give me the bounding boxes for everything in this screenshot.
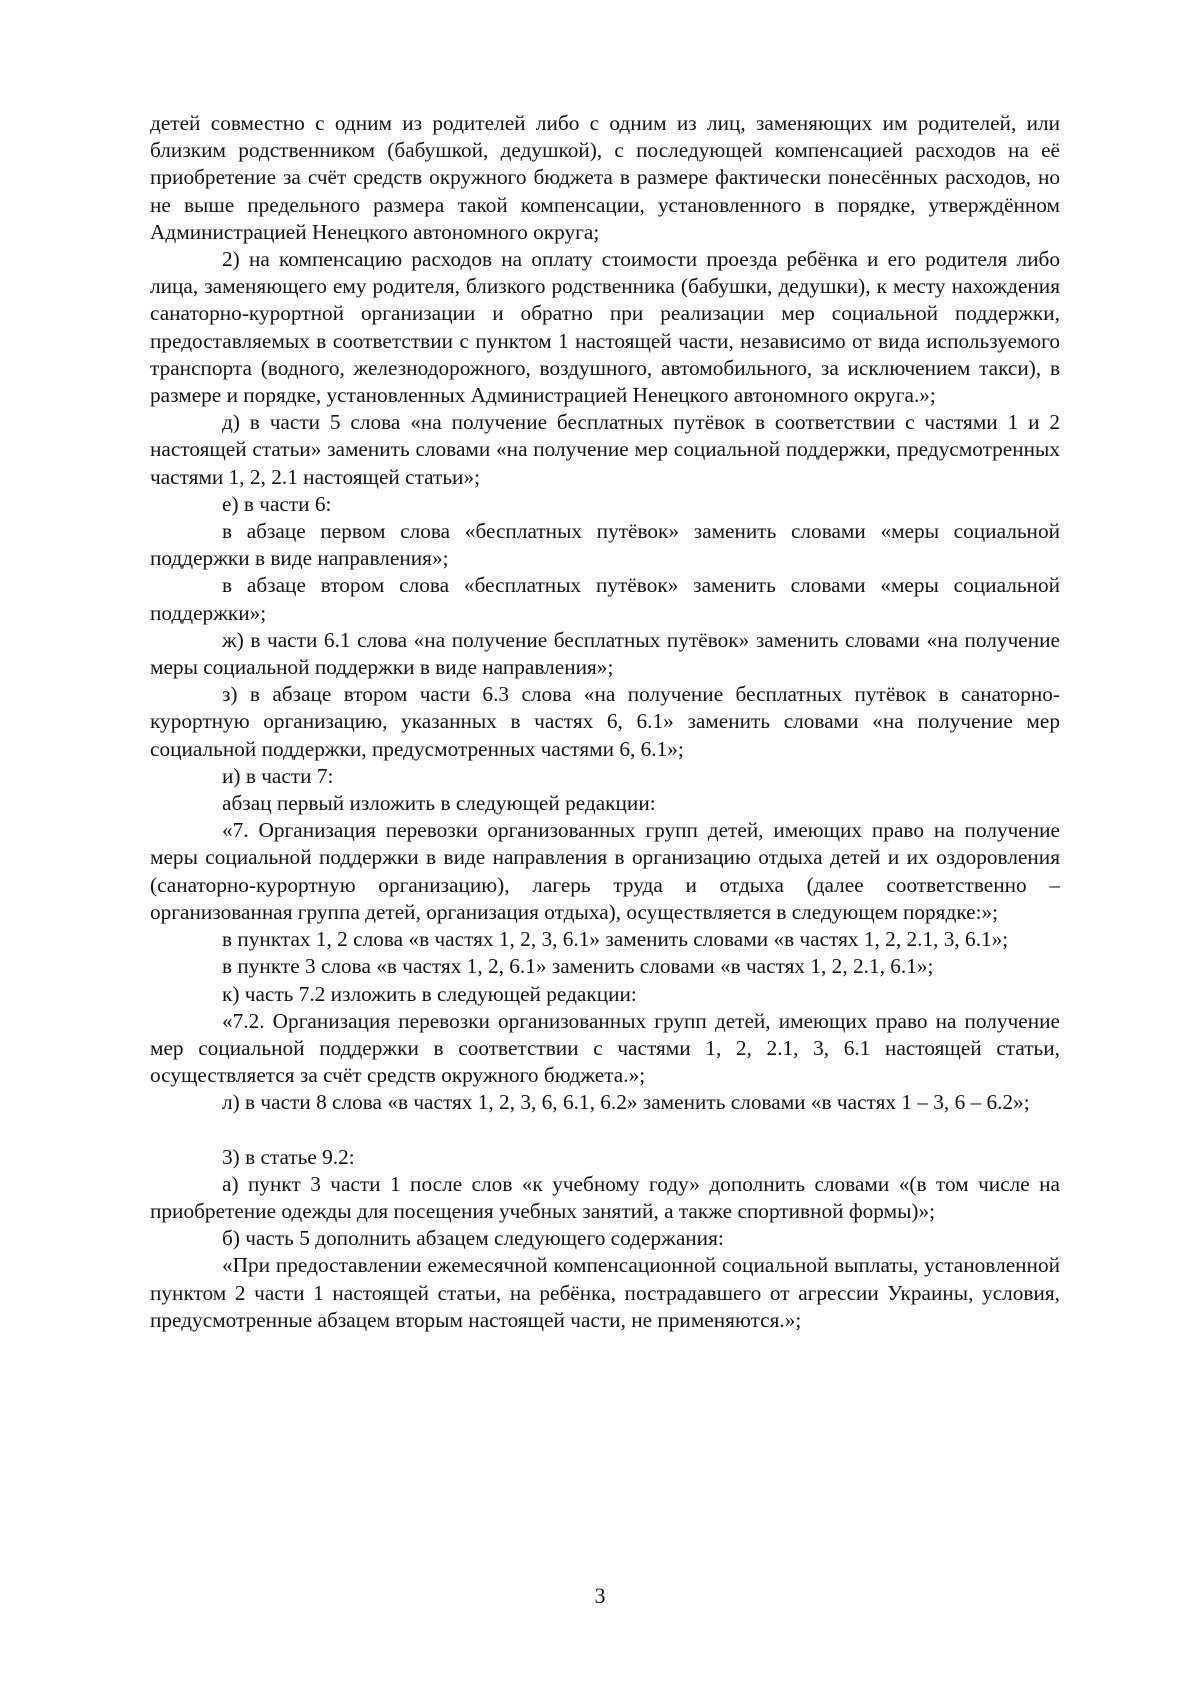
paragraph: б) часть 5 дополнить абзацем следующего содержания: [222,1226,724,1251]
paragraph: е) в части 6: [222,491,332,516]
document-body [150,110,1060,1334]
paragraph: л) в части 8 слова «в частях 1, 2, 3, 6, 6.1, 6.2» заменить словами «в частях 1 – 3, 6 – 6.2»; [222,1090,1030,1115]
paragraph: 2) на компенсацию расходов на оплату стоимости проезда ребёнка и его родителя либо лица, заменяющего ему родителя, близкого родственника (бабушки, дедушки), к месту нахождения санаторно-курортной организации и обратно при реализации мер социальной поддержки, предоставляемых в соответствии с пунктом 1 настоящей части, независимо от вида используемого транспорта (водного, железнодорожного, воздушного, автомобильного, за исключением такси), в размере и порядке, установленных Администрацией Ненецкого автономного округа.»; [150,247,1060,408]
paragraph: д) в части 5 слова «на получение бесплатных путёвок в соответствии с частями 1 и 2 настоящей статьи» заменить словами «на получение мер социальной поддержки, предусмотренных частями 1, 2, 2.1 настоящей статьи»; [150,410,1060,489]
paragraph: «7.2. Организация перевозки организованных групп детей, имеющих право на получение мер социальной поддержки в соответствии с частями 1, 2, 2.1, 3, 6.1 настоящей статьи, осуществляется за счёт средств окружного бюджета.»; [150,1008,1060,1088]
paragraph: ж) в части 6.1 слова «на получение бесплатных путёвок» заменить словами «на получение меры социальной поддержки в виде направления»; [150,627,1060,680]
paragraph: з) в абзаце втором части 6.3 слова «на получение бесплатных путёвок в санаторно-курортную организацию, указанных в частях 6, 6.1» заменить словами «на получение мер социальной поддержки, предусмотренных частями 6, 6.1»; [150,682,1060,761]
paragraph: в абзаце первом слова «бесплатных путёвок» заменить словами «меры социальной поддержки в виде направления»; [150,519,1060,571]
paragraph: 3) в статье 9.2: [222,1144,355,1169]
paragraph: детей совместно с одним из родителей либо с одним из лиц, заменяющих им родителей, или близким родственником (бабушкой, дедушкой), с последующей компенсацией расходов на её приобретение за счёт средств окружного бюджета в размере фактически понесённых расходов, но не выше предельного размера такой компенсации, установленного в порядке, утверждённом Администрацией Ненецкого автономного округа; [150,111,1060,244]
page-number: 3 [594,1583,606,1608]
paragraph: в пунктах 1, 2 слова «в частях 1, 2, 3, 6.1» заменить словами «в частях 1, 2, 2.1, 3, 6.1»; [222,927,1009,952]
paragraph-spacer [150,1117,1060,1144]
paragraph: в абзаце втором слова «бесплатных путёвок» заменить словами «меры социальной поддержки»; [150,573,1060,625]
paragraph: в пункте 3 слова «в частях 1, 2, 6.1» заменить словами «в частях 1, 2, 2.1, 6.1»; [222,954,934,979]
paragraph: абзац первый изложить в следующей редакции: [222,791,656,816]
paragraph: «При предоставлении ежемесячной компенсационной социальной выплаты, установленной пунктом 2 части 1 настоящей статьи, на ребёнка, пострадавшего от агрессии Украины, условия, предусмотренные абзацем вторым настоящей части, не применяются.»; [150,1253,1060,1332]
paragraph: к) часть 7.2 изложить в следующей редакции: [222,981,637,1006]
paragraph: «7. Организация перевозки организованных групп детей, имеющих право на получение меры социальной поддержки в виде направления в организацию отдыха детей и их оздоровления (санаторно-курортную организацию), лагерь труда и отдыха (далее соответственно – организованная группа детей, организация отдыха), осуществляется в следующем порядке:»; [150,818,1060,924]
paragraph: а) пункт 3 части 1 после слов «к учебному году» дополнить словами «(в том числе на приобретение одежды для посещения учебных занятий, а также спортивной формы)»; [150,1171,1060,1223]
paragraph: и) в части 7: [222,763,334,788]
